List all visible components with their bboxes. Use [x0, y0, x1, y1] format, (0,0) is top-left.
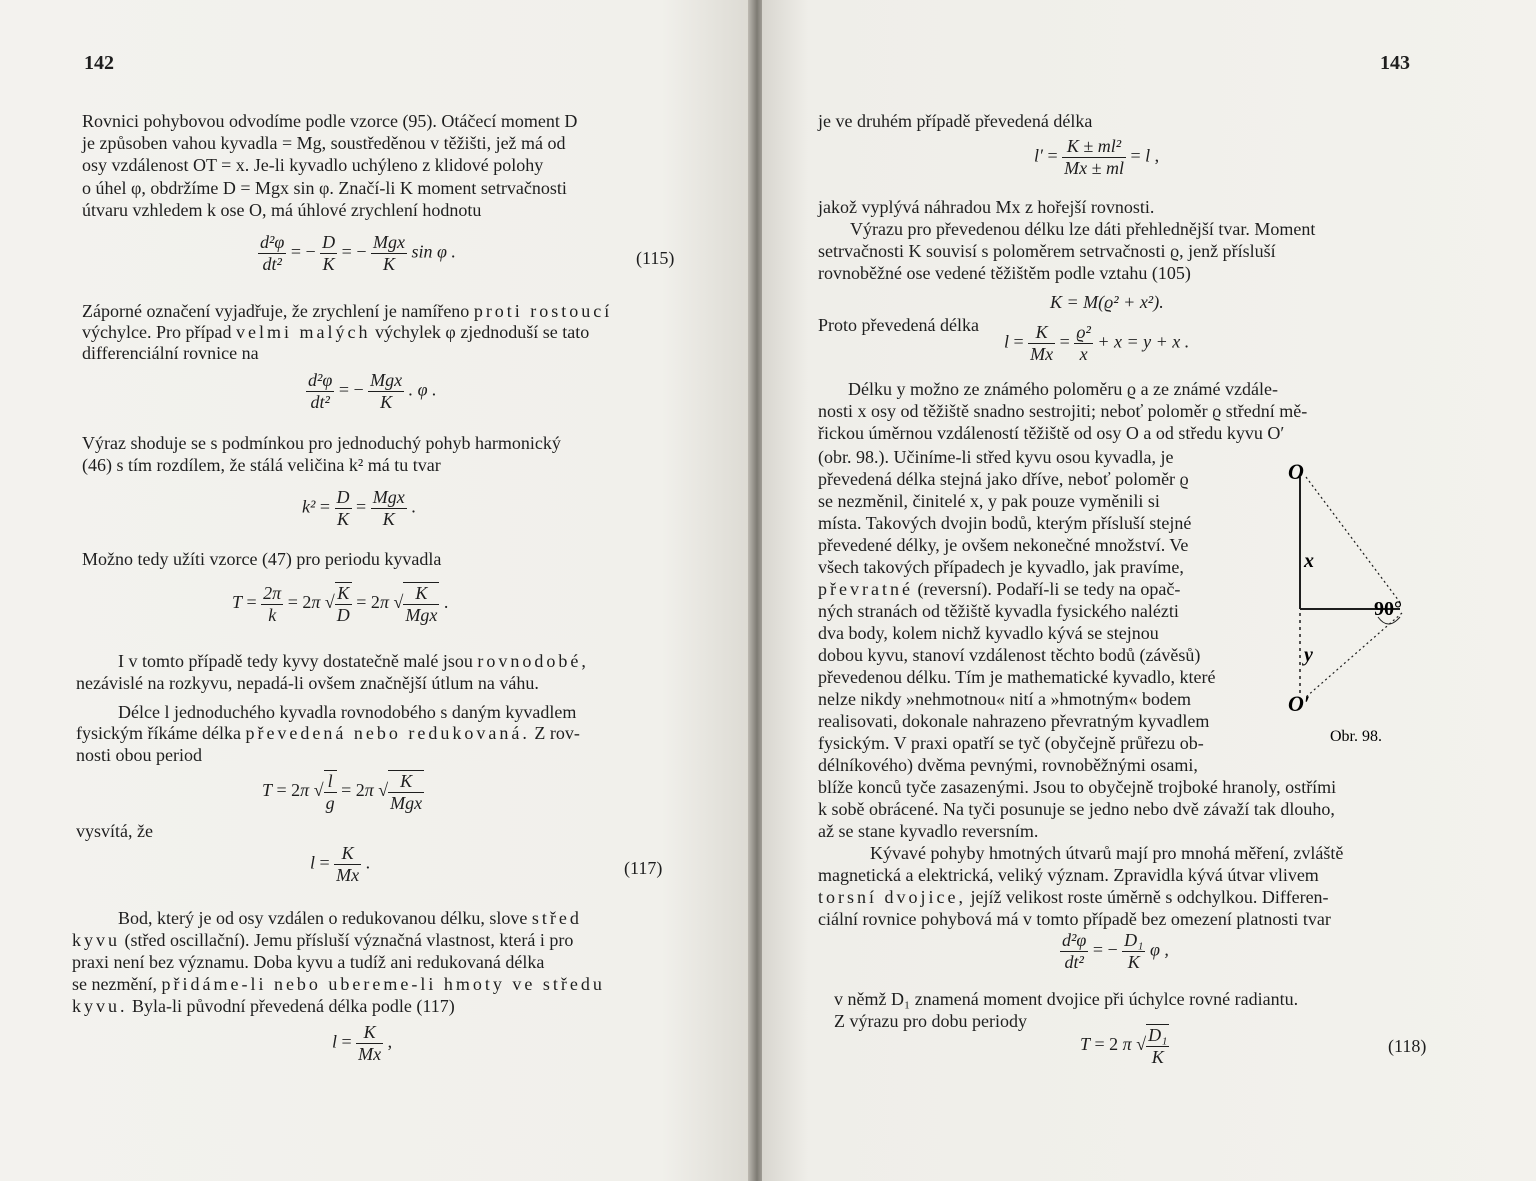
text-line: převedená délka stejná jako dříve, neboť poloměr ϱ	[818, 469, 1189, 489]
equation-117: l = $\frac{K}{Mx}$ .	[310, 843, 371, 885]
text-line: kyvu. Byla-li původní převedená délka podle (117)	[72, 996, 455, 1016]
equation-l: l = $\frac{K}{Mx}$ ,	[332, 1022, 393, 1064]
text-line: Bod, který je od osy vzdálen o redukovanou délku, slove střed	[118, 908, 582, 928]
text-line: vysvítá, že	[76, 821, 153, 841]
equation-torsion: $\frac{\text{d²φ}}{\text{dt²}}$ = − $\frac{\text{D₁}}{K}$ φ ,	[1062, 930, 1169, 972]
text-line: nosti x osy od těžiště snadno sestrojiti; neboť poloměr ϱ střední mě-	[818, 401, 1308, 421]
text-line: Rovnici pohybovou odvodíme podle vzorce (95). Otáčecí moment D	[82, 111, 578, 131]
text-line: osy vzdálenost OT = x. Je-li kyvadlo uchýleno z klidové polohy	[82, 155, 544, 175]
text-line: nelze nikdy »nehmotnou« nití a »hmotným« bodem	[818, 689, 1191, 709]
text-line: se nezměnil, činitelé x, y pak pouze vyměnili si	[818, 491, 1160, 511]
text-line: Délce l jednoduchého kyvadla rovnodobého s daným kyvadlem	[118, 702, 577, 722]
figure-label-o-prime: O′	[1288, 691, 1311, 716]
equation-118: T = 2 π √ $\frac{\text{D₁}}{K}$	[1080, 1025, 1168, 1067]
text-line: místa. Takových dvojin bodů, kterým přísluší stejné	[818, 513, 1192, 533]
text-line: délníkového) dvěma pevnými, rovnoběžnými osami,	[818, 755, 1198, 775]
text-line: útvaru vzhledem k ose O, má úhlové zrychlení hodnotu	[82, 200, 482, 220]
text-line: nezávislé na rozkyvu, nepadá-li ovšem značnější útlum na váhu.	[76, 673, 539, 693]
text-line: nosti obou period	[76, 745, 202, 765]
figure-dotted-line	[1306, 477, 1402, 605]
text-line: I v tomto případě tedy kyvy dostatečně malé jsou rovnodobé,	[118, 651, 589, 671]
text-line: jakož vyplývá náhradou Mx z hořejší rovnosti.	[818, 197, 1155, 217]
text-line: řickou úměrnou vzdáleností těžiště od osy O a od středu kyvu O′	[818, 423, 1285, 443]
equation-number: (117)	[624, 858, 663, 878]
text-line: Možno tedy užíti vzorce (47) pro periodu kyvadla	[82, 549, 442, 569]
text-line: je ve druhém případě převedená délka	[818, 111, 1093, 131]
text-line: všech takových případech je kyvadlo, jak pravíme,	[818, 557, 1184, 577]
text-line: ciální rovnice pohybová má v tomto případě bez omezení platnosti tvar	[818, 909, 1331, 929]
text-line: realisovati, dokonale nahrazeno převratným kyvadlem	[818, 711, 1210, 731]
text-line: rovnoběžné ose vedené těžištěm podle vztahu (105)	[818, 263, 1191, 283]
text-line: se nezmění, přidáme-li nebo ubereme-li hmoty ve středu	[72, 974, 605, 994]
text-line: Záporné označení vyjadřuje, že zrychlení je namířeno proti rostoucí	[82, 301, 613, 321]
figure-98	[1282, 455, 1432, 755]
text-line: je způsoben vahou kyvadla = Mg, soustředěnou v těžišti, jež má od	[82, 133, 566, 153]
figure-label-o: O	[1288, 459, 1304, 484]
text-line: Proto převedená délka	[818, 315, 979, 335]
equation-period: T = $\frac{2\pi}{k}$ = 2π √ $\frac{K}{D}$ = 2π √ $\frac{K}{\text{Mgx}}$ .	[232, 582, 449, 625]
text-line: Výraz shoduje se s podmínkou pro jednoduchý pohyb harmonický	[82, 433, 561, 453]
text-line: dva body, kolem nichž kyvadlo kývá se stejnou	[818, 623, 1159, 643]
equation-number: (115)	[636, 248, 675, 268]
text-line: k sobě obrácené. Na tyči posunuje se jedno nebo dvě závaží tak dlouho,	[818, 799, 1335, 819]
equation-115: $\frac{\text{d²φ}}{\text{dt²}}$ = − $\frac{D}{K}$ = − $\frac{\text{Mgx}}{K}$ sin φ .	[260, 232, 456, 274]
text-line: differenciální rovnice na	[82, 343, 259, 363]
text-line: převedené délky, je ovšem nekonečné množství. Ve	[818, 535, 1189, 555]
equation-K: K = M(ϱ² + x²).	[1050, 292, 1164, 312]
figure-caption: Obr. 98.	[1330, 728, 1382, 745]
figure-label-x: x	[1304, 550, 1314, 572]
text-line: dobou kyvu, stanoví vzdálenost těchto bodů (závěsů)	[818, 645, 1201, 665]
text-line: (obr. 98.). Učiníme-li střed kyvu osou kyvadla, je	[818, 447, 1174, 467]
right-page	[762, 0, 1536, 1181]
figure-dotted-line	[1306, 613, 1402, 697]
text-line: Kývavé pohyby hmotných útvarů mají pro mnohá měření, zvláště	[870, 843, 1344, 863]
text-line: magnetická a elektrická, veliký význam. Zpravidla kývá útvar vlivem	[818, 865, 1319, 885]
text-line: setrvačnosti K souvisí s poloměrem setrvačnosti ϱ, jenž přísluší	[818, 241, 1276, 261]
text-line: (46) s tím rozdílem, že stálá veličina k² má tu tvar	[82, 455, 441, 475]
equation-l-prime: l′ = $\frac{\text{K ± ml²}}{Mx \pm ml}$ = l ,	[1034, 136, 1160, 178]
equation-period-2: T = 2π √ $\frac{l}{g}$ = 2π √ $\frac{K}{\text{Mgx}}$	[262, 771, 423, 813]
text-line: výchylce. Pro případ velmi malých výchylek φ zjednoduší se tato	[82, 322, 590, 342]
text-line: převedenou délku. Tím je mathematické kyvadlo, které	[818, 667, 1216, 687]
figure-label-y: y	[1304, 644, 1313, 666]
text-line: fysickým říkáme délka převedená nebo redukovaná. Z rov-	[76, 723, 580, 743]
text-line: kyvu (střed oscillační). Jemu přísluší význačná vlastnost, která i pro	[72, 930, 574, 950]
page-number-left: 142	[84, 52, 114, 74]
left-page	[0, 0, 752, 1181]
text-line: torsní dvojice, jejíž velikost roste úměrně s odchylkou. Differen-	[818, 887, 1329, 907]
text-line: blíže konců tyče zasazenými. Jsou to obyčejně trojboké hranoly, ostřími	[818, 777, 1337, 797]
text-line: až se stane kyvadlo reversním.	[818, 821, 1039, 841]
equation-small-angle: $\frac{\text{d²φ}}{\text{dt²}}$ = − $\frac{\text{Mgx}}{K}$ . φ .	[308, 370, 437, 412]
equation-number: (118)	[1388, 1036, 1427, 1056]
text-line: ných stranách od těžiště kyvadla fysického nalézti	[818, 601, 1179, 621]
page-number-right: 143	[1380, 52, 1410, 74]
equation-k2: k² = $\frac{D}{K}$ = $\frac{\text{Mgx}}{K}$ .	[302, 487, 416, 529]
text-line: Z výrazu pro dobu periody	[834, 1011, 1027, 1031]
figure-label-angle: 90°	[1374, 598, 1402, 620]
equation-l-rho: l = $\frac{K}{Mx}$ = $\frac{\text{ϱ²}}{x}$ + x = y + x .	[1004, 322, 1190, 364]
text-line: fysickým. V praxi opatří se tyč (obyčejně průřezu ob-	[818, 733, 1204, 753]
text-line: převratné (reversní). Podaří-li se tedy na opač-	[818, 579, 1181, 599]
text-line: v němž D₁ znamená moment dvojice při úchylce rovné radiantu.	[834, 989, 1299, 1009]
text-line: o úhel φ, obdržíme D = Mgx sin φ. Značí-li K moment setrvačnosti	[82, 178, 567, 198]
text-line: praxi není bez významu. Doba kyvu a tudíž ani redukovaná délka	[72, 952, 545, 972]
text-line: Délku y možno ze známého poloměru ϱ a ze známé vzdále-	[848, 379, 1278, 399]
text-line: Výrazu pro převedenou délku lze dáti přehlednější tvar. Moment	[850, 219, 1316, 239]
